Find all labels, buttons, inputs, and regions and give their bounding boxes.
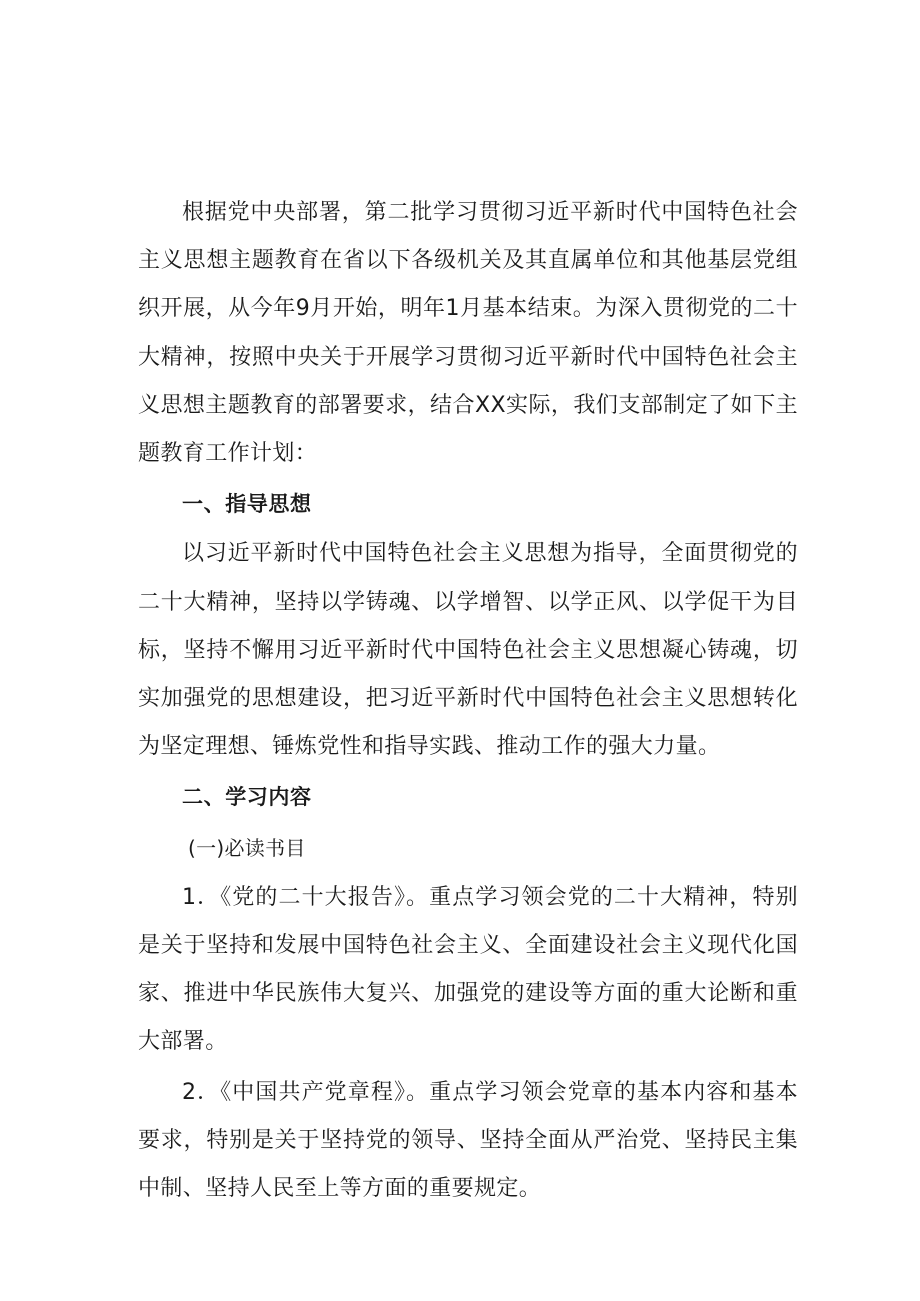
guiding-ideology-paragraph: 以习近平新时代中国特色社会主义思想为指导，全面贯彻党的二十大精神，坚持以学铸魂、以学增智、以学正风、以学促干为目标，坚持不懈用习近平新时代中国特色社会主义思想凝心铸魂，切实加强党的思想建设，把习近平新时代中国特色社会主义思想转化为坚定理想、锤炼党性和指导实践、推动工作的强大力量。 — [138, 541, 798, 760]
subsection-heading-required-reading: (一)必读书目 — [188, 835, 306, 860]
document-body — [138, 189, 798, 1213]
section-heading-guiding-ideology: 一、指导思想 — [182, 492, 312, 517]
reading-item-2: 2．《中国共产党章程》。重点学习领会党章的基本内容和基本要求，特别是关于坚持党的领导、坚持全面从严治党、坚持民主集中制、坚持人民至上等方面的重要规定。 — [138, 1079, 798, 1202]
intro-paragraph: 根据党中央部署，第二批学习贯彻习近平新时代中国特色社会主义思想主题教育在省以下各级机关及其直属单位和其他基层党组织开展，从今年9月开始，明年1月基本结束。为深入贯彻党的二十大精神，按照中央关于开展学习贯彻习近平新时代中国特色社会主义思想主题教育的部署要求，结合XX实际，我们支部制定了如下主题教育工作计划： — [138, 200, 798, 467]
reading-item-1: 1．《党的二十大报告》。重点学习领会党的二十大精神，特别是关于坚持和发展中国特色社会主义、全面建设社会主义现代化国家、推进中华民族伟大复兴、加强党的建设等方面的重大论断和重大部署。 — [138, 884, 798, 1055]
section-heading-study-content: 二、学习内容 — [182, 785, 312, 810]
